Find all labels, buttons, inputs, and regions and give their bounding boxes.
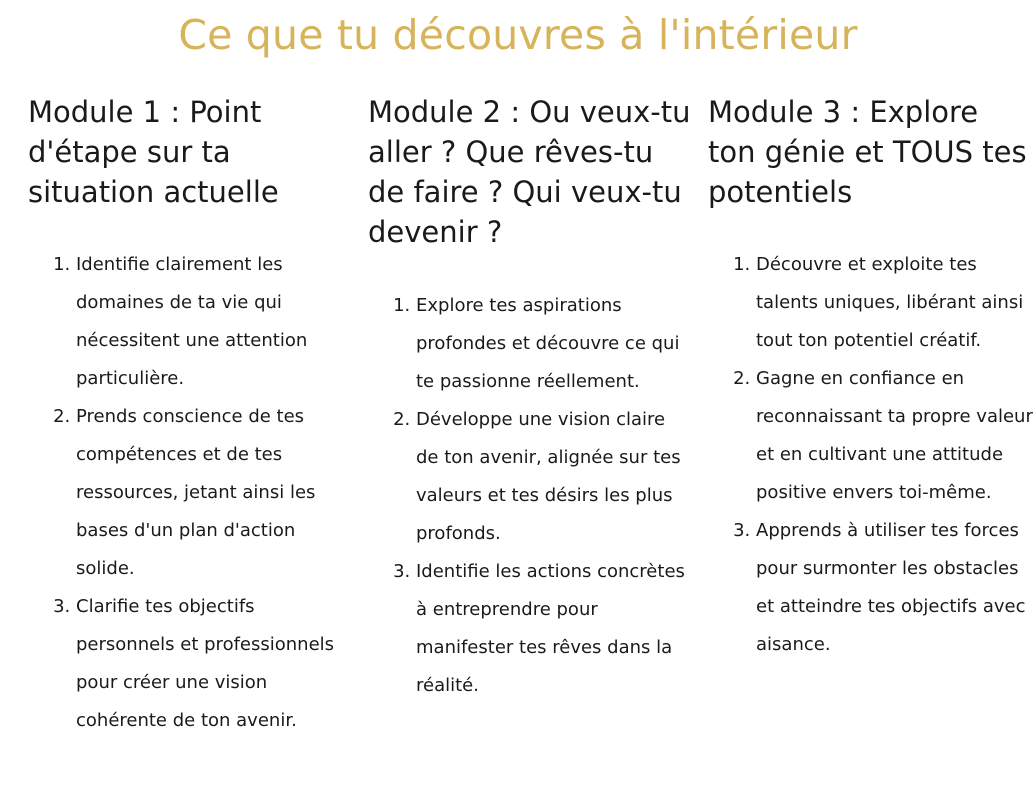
module-2-list <box>368 287 693 705</box>
list-item: 2. Gagne en confiance en reconnaissant ta propre valeur et en cultivant une attitude positive envers toi-même. <box>756 360 1033 512</box>
module-1-list <box>28 246 353 740</box>
list-item: 1. Identifie clairement les domaines de ta vie qui nécessitent une attention particulière. <box>76 246 353 398</box>
list-item: 3. Clarifie tes objectifs personnels et professionnels pour créer une vision cohérente de ton avenir. <box>76 588 353 740</box>
module-2-column <box>368 92 693 705</box>
module-3-heading: Module 3 : Explore ton génie et TOUS tes potentiels <box>708 95 1027 209</box>
module-1-heading: Module 1 : Point d'étape sur ta situation actuelle <box>28 95 279 209</box>
list-item: 1. Découvre et exploite tes talents uniques, libérant ainsi tout ton potentiel créatif. <box>756 246 1033 360</box>
module-1-column <box>28 92 353 740</box>
module-3-column <box>708 92 1033 664</box>
module-3-list <box>708 246 1033 664</box>
list-item: 1. Explore tes aspirations profondes et découvre ce qui te passionne réellement. <box>416 287 693 401</box>
list-item: 2. Développe une vision claire de ton avenir, alignée sur tes valeurs et tes désirs les plus profonds. <box>416 401 693 553</box>
list-item: 3. Identifie les actions concrètes à entreprendre pour manifester tes rêves dans la réalité. <box>416 553 693 705</box>
module-2-heading: Module 2 : Ou veux-tu aller ? Que rêves-tu de faire ? Qui veux-tu devenir ? <box>368 95 691 249</box>
list-item: 3. Apprends à utiliser tes forces pour surmonter les obstacles et atteindre tes objectifs avec aisance. <box>756 512 1033 664</box>
page-title: Ce que tu découvres à l'intérieur <box>178 11 858 59</box>
list-item: 2. Prends conscience de tes compétences et de tes ressources, jetant ainsi les bases d'un plan d'action solide. <box>76 398 353 588</box>
